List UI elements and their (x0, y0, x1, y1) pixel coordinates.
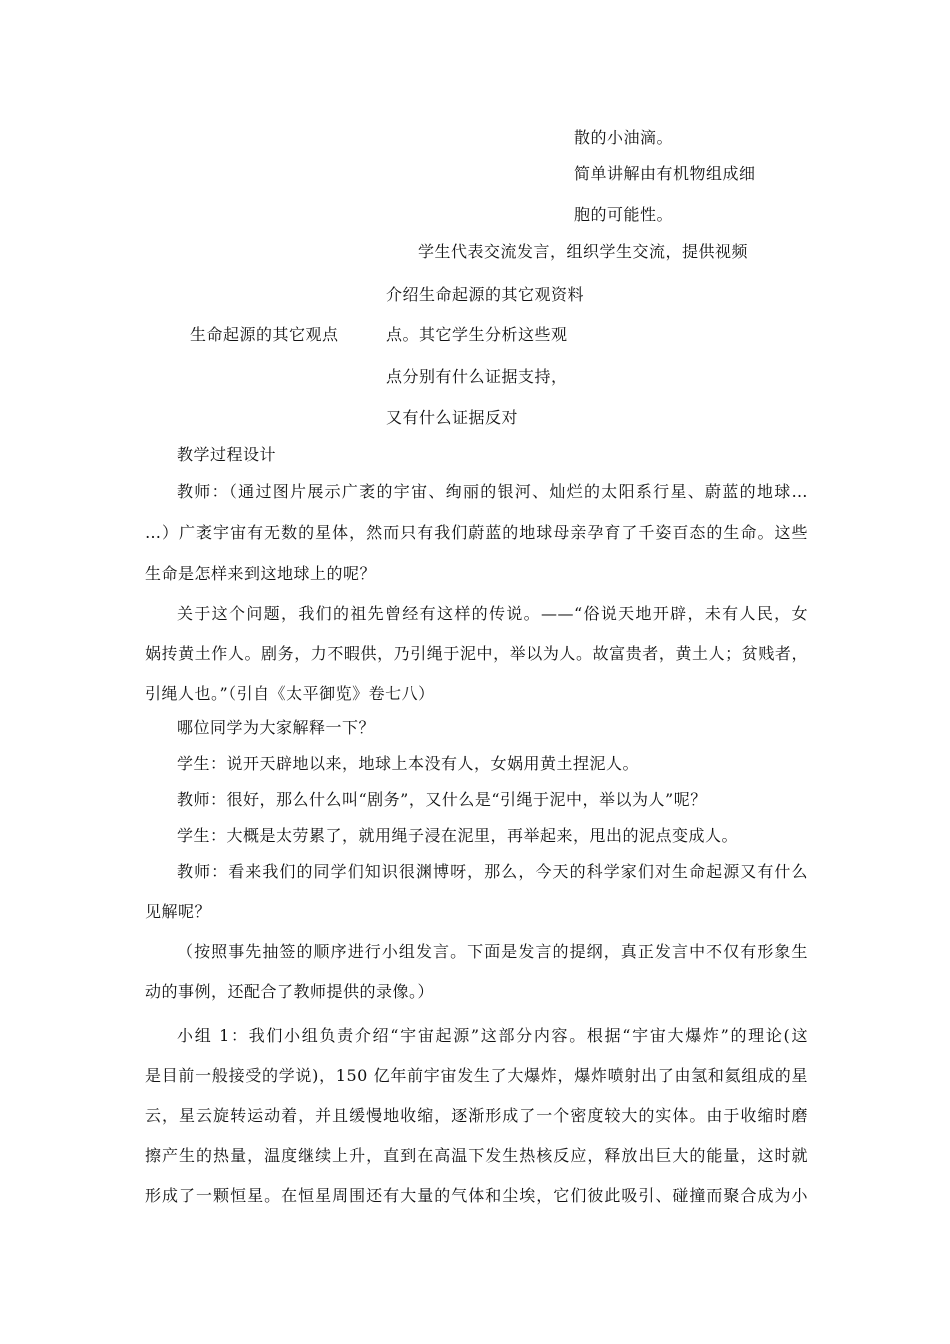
table-cell-line: 胞的可能性。 (574, 205, 674, 224)
paragraph-line: 教师：（通过图片展示广袤的宇宙、绚丽的银河、灿烂的太阳系行星、蔚蓝的地球… (177, 482, 808, 501)
paragraph-line: …）广袤宇宙有无数的星体，然而只有我们蔚蓝的地球母亲孕育了千姿百态的生命。这些 (145, 523, 808, 542)
paragraph-line: 是目前一般接受的学说)，150 亿年前宇宙发生了大爆炸，爆炸喷射出了由氢和氦组成的星 (145, 1066, 808, 1085)
paragraph-line: （按照事先抽签的顺序进行小组发言。下面是发言的提纲，真正发言中不仅有形象生 (177, 942, 808, 961)
paragraph-line: 见解呢？ (145, 902, 212, 921)
paragraph-line: 引绳人也。”（引自《太平御览》卷七八） (145, 684, 435, 703)
table-cell-line: 介绍生命起源的其它观资料 (386, 285, 585, 304)
paragraph-line: 擦产生的热量，温度继续上升，直到在高温下发生热核反应，释放出巨大的能量，这时就 (145, 1146, 808, 1165)
paragraph-line: 娲抟黄土作人。剧务，力不暇供，乃引绳于泥中，举以为人。故富贵者，黄土人；贫贱者， (145, 644, 808, 663)
table-cell-line: 点分别有什么证据支持， (386, 367, 568, 386)
paragraph-line: 教师：看来我们的同学们知识很渊博呀，那么，今天的科学家们对生命起源又有什么 (177, 862, 808, 881)
table-cell-line: 散的小油滴。 (574, 128, 674, 147)
paragraph-line: 关于这个问题，我们的祖先曾经有这样的传说。——“俗说天地开辟，未有人民，女 (177, 604, 808, 623)
paragraph-line: 形成了一颗恒星。在恒星周围还有大量的气体和尘埃，它们彼此吸引、碰撞而聚合成为小 (145, 1186, 808, 1205)
paragraph-line: 学生：大概是太劳累了，就用绳子浸在泥里，再举起来，甩出的泥点变成人。 (177, 826, 739, 845)
table-topic: 生命起源的其它观点 (190, 325, 339, 344)
table-cell-intro: 学生代表交流发言，组织学生交流，提供视频 (418, 242, 749, 261)
paragraph-line: 动的事例，还配合了教师提供的录像。） (145, 982, 435, 1001)
paragraph-line: 学生：说开天辟地以来，地球上本没有人，女娲用黄土捏泥人。 (177, 754, 640, 773)
paragraph-line: 小组 1：我们小组负责介绍“宇宙起源”这部分内容。根据“宇宙大爆炸”的理论(这 (177, 1026, 808, 1045)
paragraph-line: 云，星云旋转运动着，并且缓慢地收缩，逐渐形成了一个密度较大的实体。由于收缩时磨 (145, 1106, 808, 1125)
paragraph-line: 教师：很好，那么什么叫“剧务”，又什么是“引绳于泥中，举以为人”呢？ (177, 790, 707, 809)
section-heading: 教学过程设计 (177, 445, 277, 464)
table-cell-line: 又有什么证据反对 (386, 408, 519, 427)
table-cell-line: 点。其它学生分析这些观 (386, 325, 568, 344)
paragraph-line: 生命是怎样来到这地球上的呢？ (145, 564, 377, 583)
table-cell-line: 简单讲解由有机物组成细 (574, 164, 756, 183)
paragraph-line: 哪位同学为大家解释一下？ (177, 718, 376, 737)
